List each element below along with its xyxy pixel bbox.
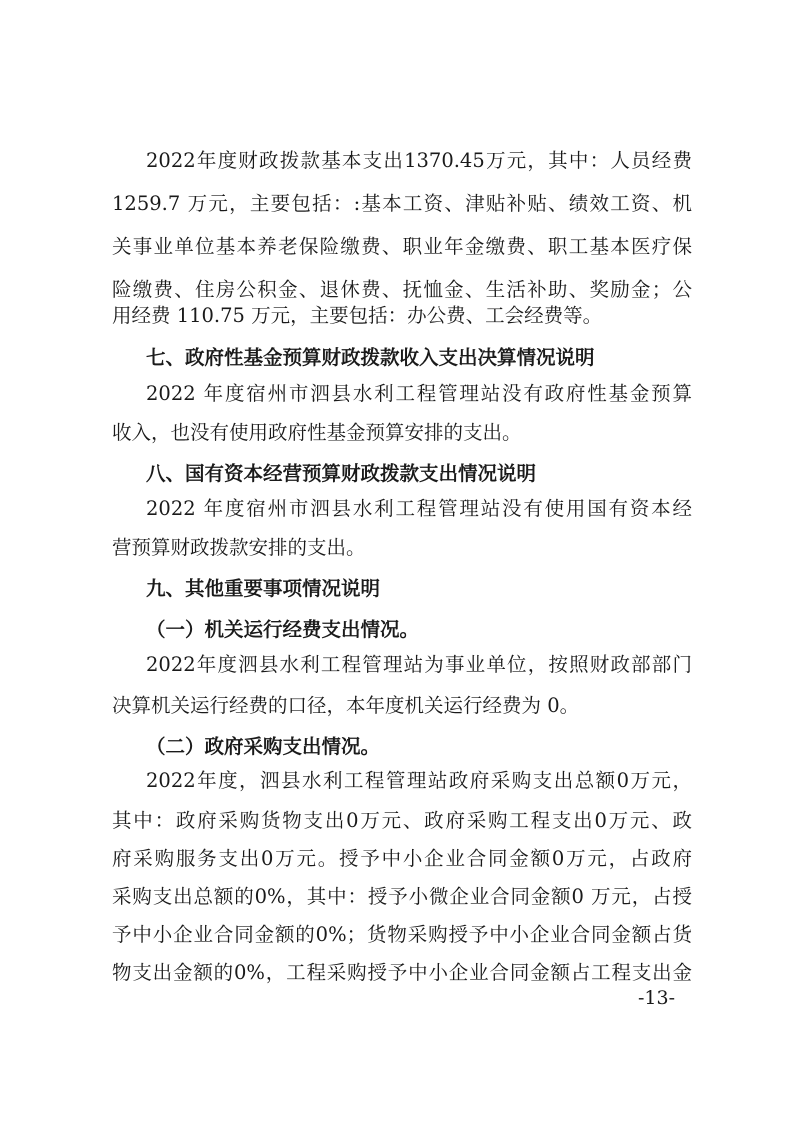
paragraph-line: 予中小企业合同金额的0%；货物采购授予中小企业合同金额占货	[112, 923, 692, 946]
paragraph-line: 1259.7 万元，主要包括：:基本工资、津贴补贴、绩效工资、机	[112, 192, 692, 215]
subsection-heading: （二）政府采购支出情况。	[146, 735, 381, 758]
paragraph-line: 营预算财政拨款安排的支出。	[112, 536, 366, 559]
section-heading: 九、其他重要事项情况说明	[146, 577, 381, 600]
subsection-heading: （一）机关运行经费支出情况。	[146, 618, 420, 641]
section-heading: 七、政府性基金预算财政拨款收入支出决算情况说明	[146, 346, 595, 369]
paragraph-line: 物支出金额的0%，工程采购授予中小企业合同金额占工程支出金	[112, 961, 692, 984]
paragraph-line: 2022 年度宿州市泗县水利工程管理站没有政府性基金预算	[146, 382, 692, 405]
paragraph-line: 2022年度泗县水利工程管理站为事业单位，按照财政部部门	[146, 653, 692, 676]
paragraph-line: 险缴费、住房公积金、退休费、抚恤金、生活补助、奖励金；公	[112, 278, 692, 301]
paragraph-line: 采购支出总额的0%，其中：授予小微企业合同金额0 万元，占授	[112, 885, 692, 908]
paragraph-line: 决算机关运行经费的口径，本年度机关运行经费为 0。	[112, 694, 580, 717]
paragraph-line: 2022年度财政拨款基本支出1370.45万元，其中：人员经费	[146, 149, 692, 172]
paragraph-line: 收入，也没有使用政府性基金预算安排的支出。	[112, 421, 522, 444]
paragraph-line: 2022年度，泗县水利工程管理站政府采购支出总额0万元，	[146, 769, 692, 792]
paragraph-line: 其中：政府采购货物支出0万元、政府采购工程支出0万元、政	[112, 809, 692, 832]
paragraph-line: 用经费 110.75 万元，主要包括：办公费、工会经费等。	[112, 304, 603, 327]
section-heading: 八、国有资本经营预算财政拨款支出情况说明	[146, 462, 537, 485]
paragraph-line: 关事业单位基本养老保险缴费、职业年金缴费、职工基本医疗保	[112, 235, 692, 258]
paragraph-line: 2022 年度宿州市泗县水利工程管理站没有使用国有资本经	[146, 497, 692, 520]
page-number: -13-	[638, 987, 676, 1009]
paragraph-line: 府采购服务支出0万元。授予中小企业合同金额0万元，占政府	[112, 847, 692, 870]
